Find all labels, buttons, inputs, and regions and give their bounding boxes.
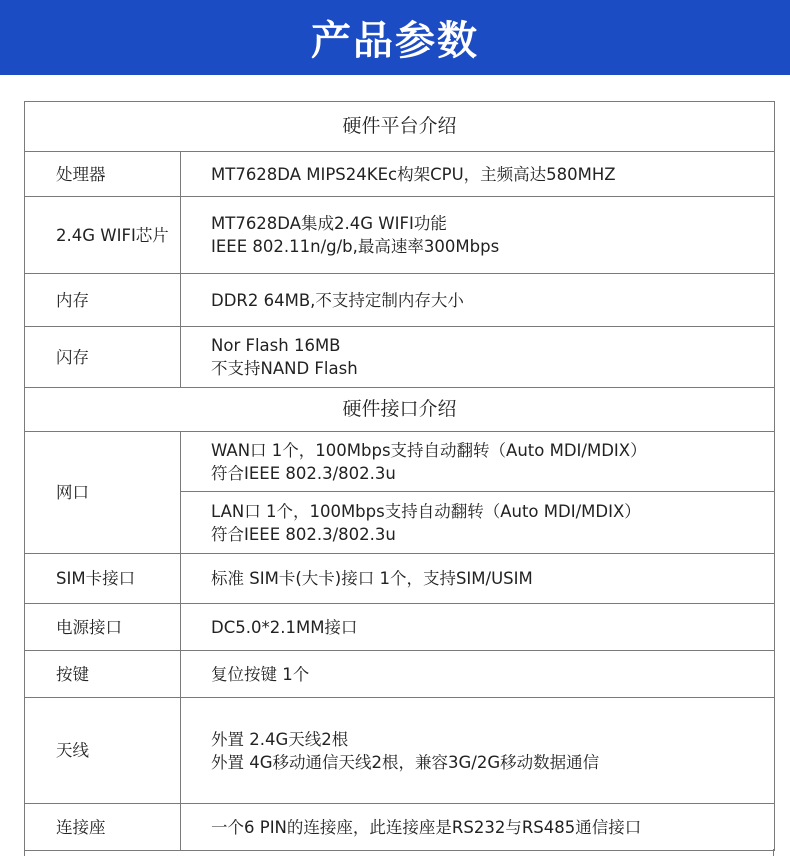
- spec-value-line: 不支持NAND Flash: [211, 359, 358, 378]
- spec-row-connector: [25, 804, 775, 851]
- spec-value-connector: [181, 804, 775, 851]
- section-row-hardware-platform: [25, 102, 775, 152]
- spec-value-line: MT7628DA集成2.4G WIFI功能: [211, 214, 447, 233]
- spec-label-memory: 内存: [25, 274, 181, 327]
- spec-label-antenna: 天线: [25, 698, 181, 804]
- spec-value-line: 外置 4G移动通信天线2根，兼容3G/2G移动数据通信: [211, 752, 600, 772]
- spec-row-power: [25, 604, 775, 651]
- spec-table: [24, 101, 775, 851]
- spec-value-lan: [181, 492, 775, 554]
- spec-label-network: 网口: [25, 432, 181, 554]
- spec-value-cpu: [181, 152, 775, 197]
- spec-row-button: [25, 651, 775, 698]
- spec-value-power: [181, 604, 775, 651]
- spec-value-line: 外置 2.4G天线2根: [211, 729, 349, 749]
- table-continuation-border-left: [24, 849, 25, 856]
- spec-value-sim: [181, 554, 775, 604]
- spec-value-line: DC5.0*2.1MM接口: [211, 617, 358, 637]
- spec-value-line: 复位按键 1个: [211, 664, 310, 684]
- spec-value-line: 标准 SIM卡(大卡)接口 1个，支持SIM/USIM: [211, 569, 533, 588]
- spec-value-wifi: [181, 197, 775, 274]
- spec-row-network-wan: [25, 432, 775, 492]
- spec-value-button: [181, 651, 775, 698]
- spec-label-power: 电源接口: [25, 604, 181, 651]
- spec-row-flash: [25, 327, 775, 388]
- section-title-hardware-platform: 硬件平台介绍: [25, 102, 775, 152]
- spec-value-flash: [181, 327, 775, 388]
- spec-label-flash: 闪存: [25, 327, 181, 388]
- spec-label-button: 按键: [25, 651, 181, 698]
- spec-value-line: MT7628DA MIPS24KEc构架CPU，主频高达580MHZ: [211, 164, 616, 184]
- spec-value-memory: [181, 274, 775, 327]
- spec-label-sim: SIM卡接口: [25, 554, 181, 604]
- spec-label-connector: 连接座: [25, 804, 181, 851]
- spec-row-memory: [25, 274, 775, 327]
- spec-label-wifi: 2.4G WIFI芯片: [25, 197, 181, 274]
- spec-value-wan: [181, 432, 775, 492]
- spec-value-line: 一个6 PIN的连接座，此连接座是RS232与RS485通信接口: [211, 817, 642, 837]
- section-title-hardware-interface: 硬件接口介绍: [25, 388, 775, 432]
- spec-label-cpu: 处理器: [25, 152, 181, 197]
- spec-value-line: Nor Flash 16MB: [211, 336, 341, 355]
- spec-value-line: IEEE 802.11n/g/b,最高速率300Mbps: [211, 237, 500, 256]
- spec-row-antenna: [25, 698, 775, 804]
- spec-row-cpu: [25, 152, 775, 197]
- spec-value-line: WAN口 1个，100Mbps支持自动翻转（Auto MDI/MDIX）: [211, 440, 647, 460]
- spec-row-wifi: [25, 197, 775, 274]
- page-title: 产品参数: [311, 18, 479, 64]
- spec-value-line: LAN口 1个，100Mbps支持自动翻转（Auto MDI/MDIX）: [211, 501, 641, 521]
- section-row-hardware-interface: [25, 388, 775, 432]
- header-banner: [0, 0, 790, 75]
- spec-value-line: DDR2 64MB,不支持定制内存大小: [211, 290, 464, 310]
- spec-value-line: 符合IEEE 802.3/802.3u: [211, 463, 396, 483]
- spec-row-sim: [25, 554, 775, 604]
- spec-value-line: 符合IEEE 802.3/802.3u: [211, 524, 396, 544]
- table-continuation-border-right: [773, 849, 774, 856]
- spec-value-antenna: [181, 698, 775, 804]
